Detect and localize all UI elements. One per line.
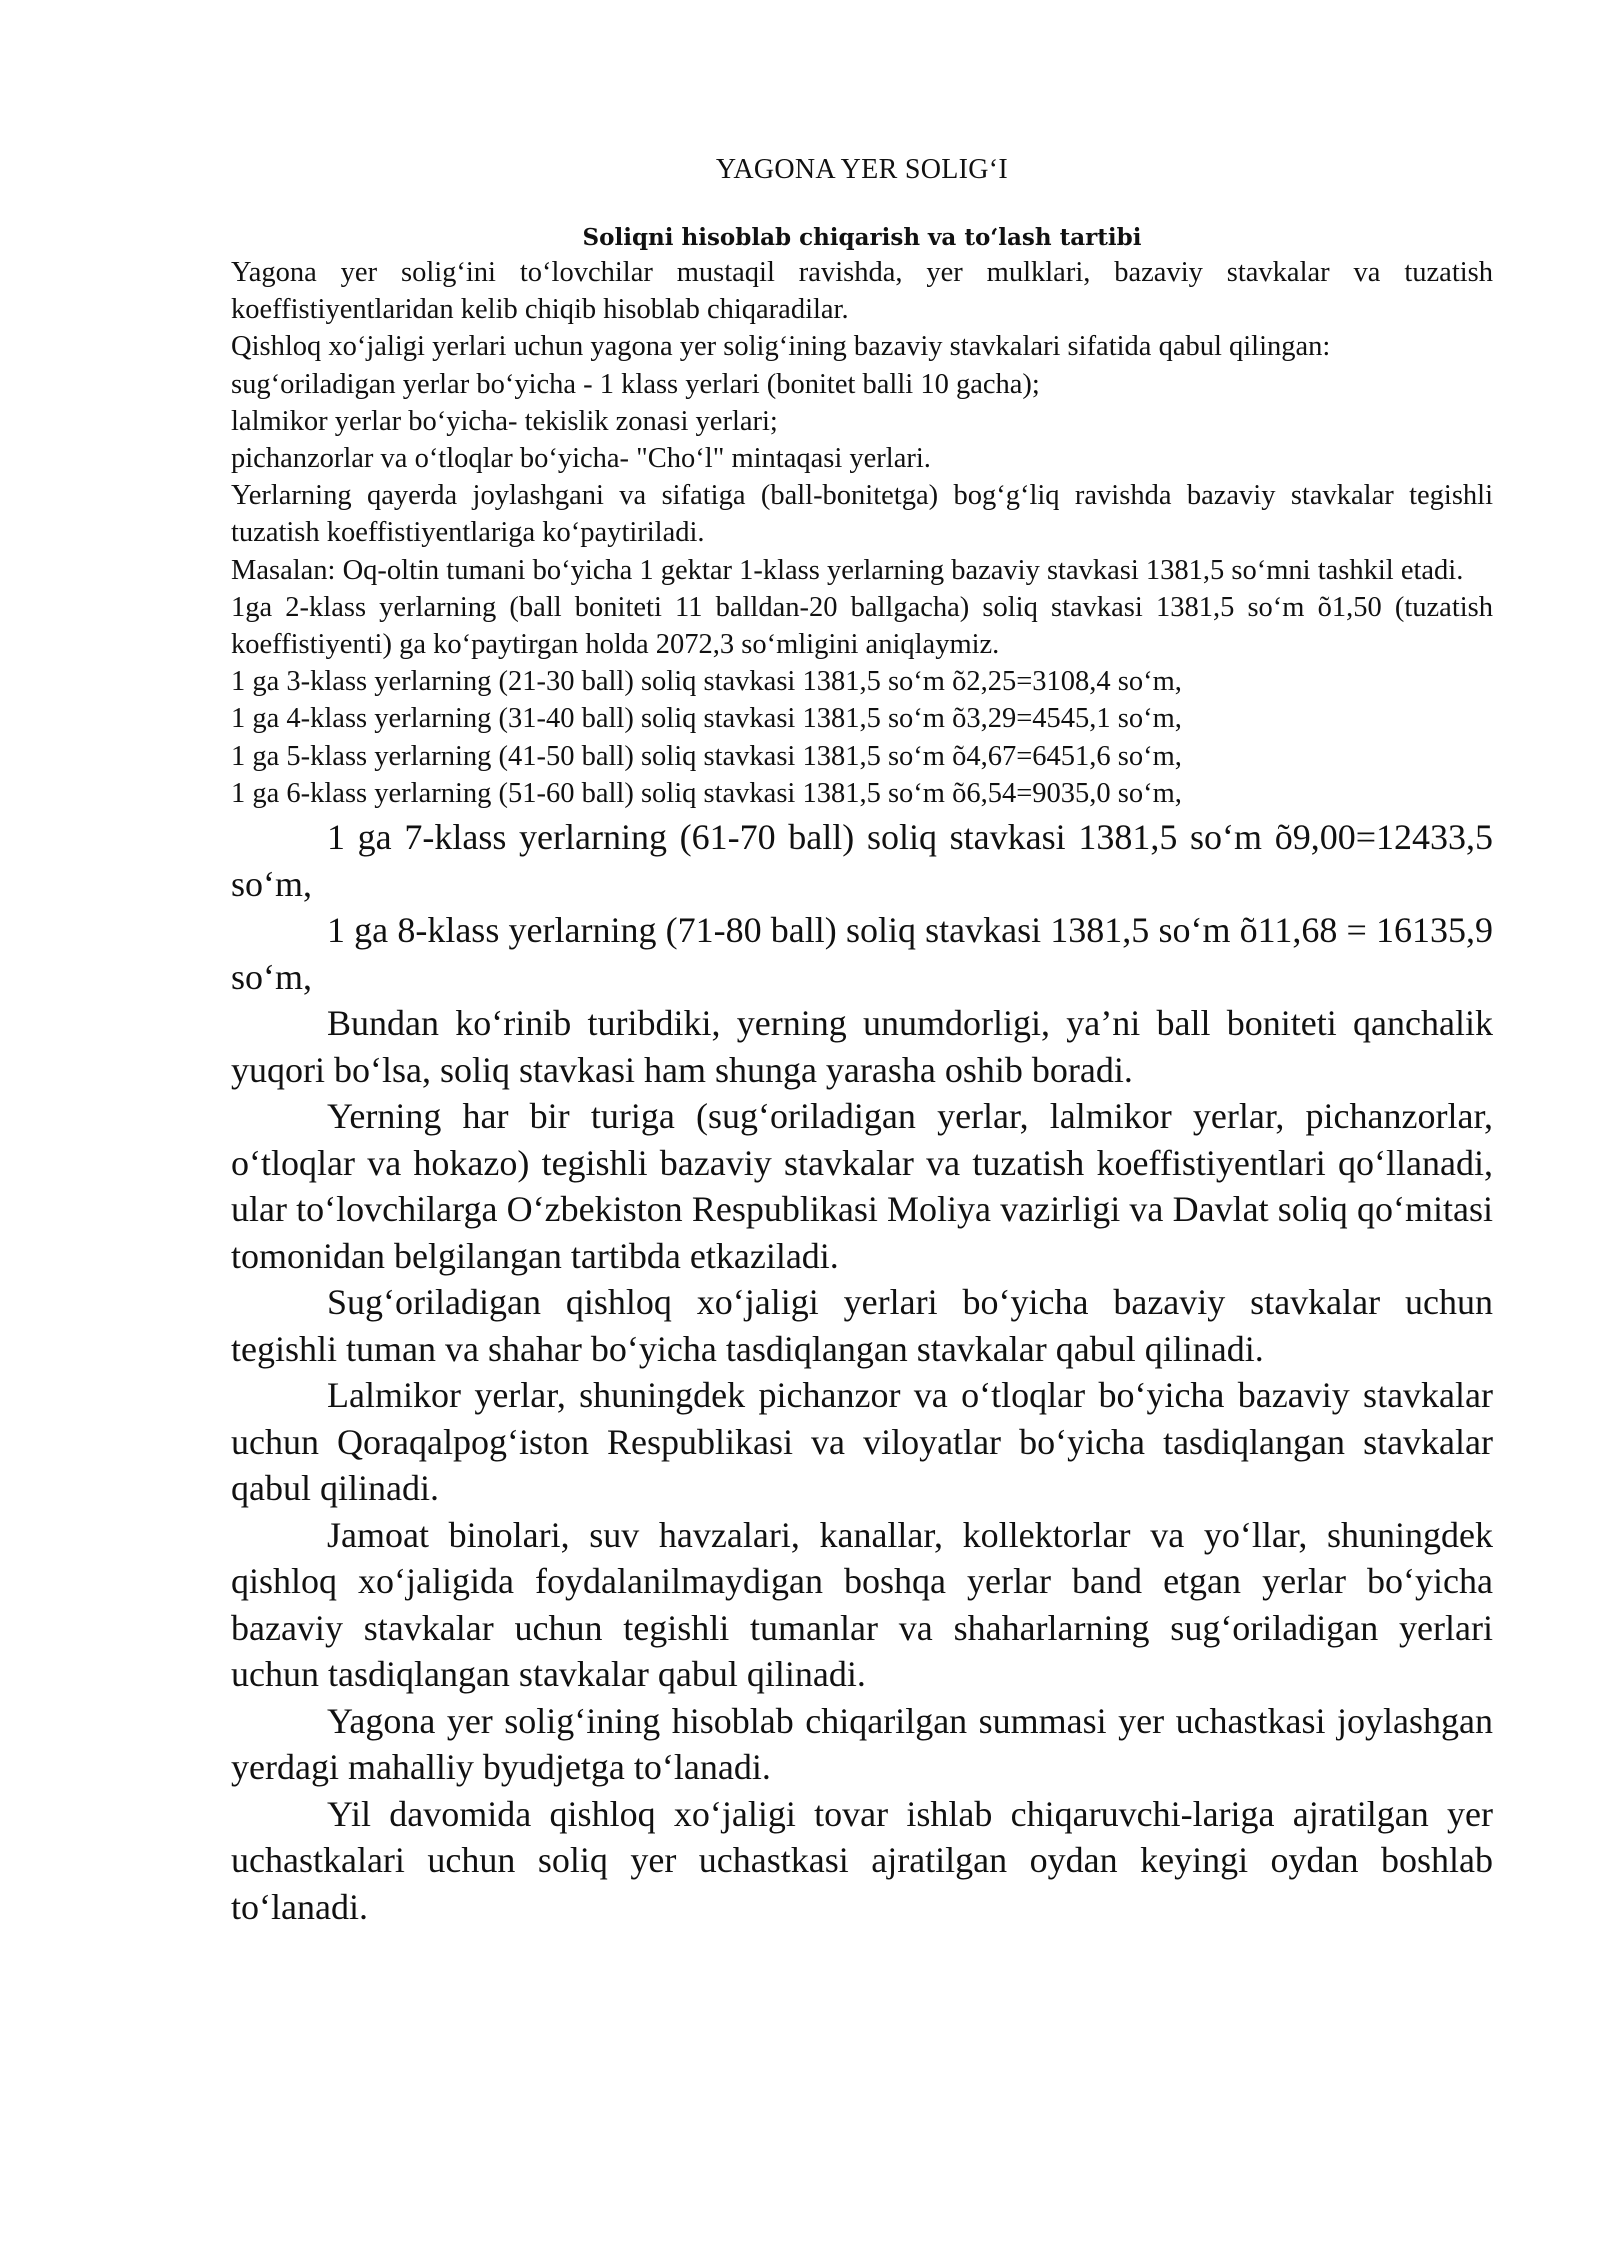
document-body (231, 150, 1493, 1930)
paragraph-coefficients: Yerlarning qayerda joylashgani va sifatiga (ball-bonitetga) bog‘g‘liq ravishda bazaviy stavkalar tegishli tuzatish koeffistiyentlariga ko‘paytiriladi. (231, 480, 1493, 549)
paragraph-example: Masalan: Oq-oltin tumani bo‘yicha 1 gektar 1-klass yerlarning bazaviy stavkasi 1381,5 so‘mni tashkil etadi. (231, 554, 1464, 586)
paragraph-land-types: Yerning har bir turiga (sug‘oriladigan yerlar, lalmikor yerlar, pichanzorlar, o‘tloqlar va hokazo) tegishli bazaviy stavkalar va tuzatish koeffistiyentlari qo‘llanadi, ular to‘lovchilarga O‘zbekiston Respublikasi Moliya vazirligi va Davlat soliq qo‘mitasi tomonidan belgilangan tartibda etkaziladi. (231, 1096, 1493, 1276)
paragraph-class-2: 1ga 2-klass yerlarning (ball boniteti 11 balldan-20 ballgacha) soliq stavkasi 1381,5 so‘m õ1,50 (tuzatish koeffistiyenti) ga ko‘paytirgan holda 2072,3 so‘mligini aniqlaymiz. (231, 591, 1493, 661)
paragraph-class-8: 1 ga 8-klass yerlarning (71-80 ball) soliq stavkasi 1381,5 so‘m õ11,68 = 16135,9 so‘m, (231, 910, 1493, 997)
paragraph-payment-start: Yil davomida qishloq xo‘jaligi tovar ishlab chiqaruvchi-lariga ajratilgan yer uchastkalari uchun soliq yer uchastkasi ajratilgan oydan keyingi oydan boshlab to‘lanadi. (231, 1793, 1493, 1927)
line-class-3: 1 ga 3-klass yerlarning (21-30 ball) soliq stavkasi 1381,5 so‘m õ2,25=3108,4 so‘m, (231, 666, 1182, 698)
document-title: YAGONA YER SOLIG‘I (715, 154, 1009, 185)
paragraph-class-7: 1 ga 7-klass yerlarning (61-70 ball) soliq stavkasi 1381,5 so‘m õ9,00=12433,5 so‘m, (231, 817, 1493, 904)
paragraph-rainfed-rates: Lalmikor yerlar, shuningdek pichanzor va o‘tloqlar bo‘yicha bazaviy stavkalar uchun Qoraqalpog‘iston Respublikasi va viloyatlar bo‘yicha tasdiqlangan stavkalar qabul qilinadi. (231, 1375, 1493, 1509)
paragraph-local-budget: Yagona yer solig‘ining hisoblab chiqarilgan summasi yer uchastkasi joylashgan yerdagi mahalliy byudjetga to‘lanadi. (231, 1700, 1493, 1788)
line-class-5: 1 ga 5-klass yerlarning (41-50 ball) soliq stavkasi 1381,5 so‘m õ4,67=6451,6 so‘m, (231, 740, 1182, 772)
paragraph-base-rates: Qishloq xo‘jaligi yerlari uchun yagona yer solig‘ining bazaviy stavkalari sifatida qabul qilingan: (231, 331, 1331, 363)
section-heading: Soliqni hisoblab chiqarish va to‘lash tartibi (582, 224, 1142, 251)
paragraph-public-lands: Jamoat binolari, suv havzalari, kanallar, kollektorlar va yo‘llar, shuningdek qishloq xo‘jaligida foydalanilmaydigan boshqa yerlar band etgan yerlar bo‘yicha bazaviy stavkalar uchun tegishli tumanlar va shaharlarning sug‘oriladigan yerlari uchun tasdiqlangan stavkalar qabul qilinadi. (231, 1514, 1493, 1695)
list-item-irrigated: sug‘oriladigan yerlar bo‘yicha - 1 klass yerlari (bonitet balli 10 gacha); (231, 368, 1040, 400)
line-class-4: 1 ga 4-klass yerlarning (31-40 ball) soliq stavkasi 1381,5 so‘m õ3,29=4545,1 so‘m, (231, 703, 1182, 735)
line-class-6: 1 ga 6-klass yerlarning (51-60 ball) soliq stavkasi 1381,5 so‘m õ6,54=9035,0 so‘m, (231, 777, 1182, 809)
paragraph-irrigated-rates: Sug‘oriladigan qishloq xo‘jaligi yerlari bo‘yicha bazaviy stavkalar uchun tegishli tuman va shahar bo‘yicha tasdiqlangan stavkalar qabul qilinadi. (231, 1282, 1493, 1369)
list-item-rainfed: lalmikor yerlar bo‘yicha- tekislik zonasi yerlari; (231, 405, 778, 437)
list-item-pastures: pichanzorlar va o‘tloqlar bo‘yicha- "Cho‘l" mintaqasi yerlari. (231, 443, 931, 475)
paragraph-conclusion: Bundan ko‘rinib turibdiki, yerning unumdorligi, ya’ni ball boniteti qanchalik yuqori bo‘lsa, soliq stavkasi ham shunga yarasha oshib boradi. (231, 1003, 1493, 1090)
paragraph-intro: Yagona yer solig‘ini to‘lovchilar mustaqil ravishda, yer mulklari, bazaviy stavkalar va tuzatish koeffistiyentlaridan kelib chiqib hisoblab chiqaradilar. (231, 257, 1493, 326)
